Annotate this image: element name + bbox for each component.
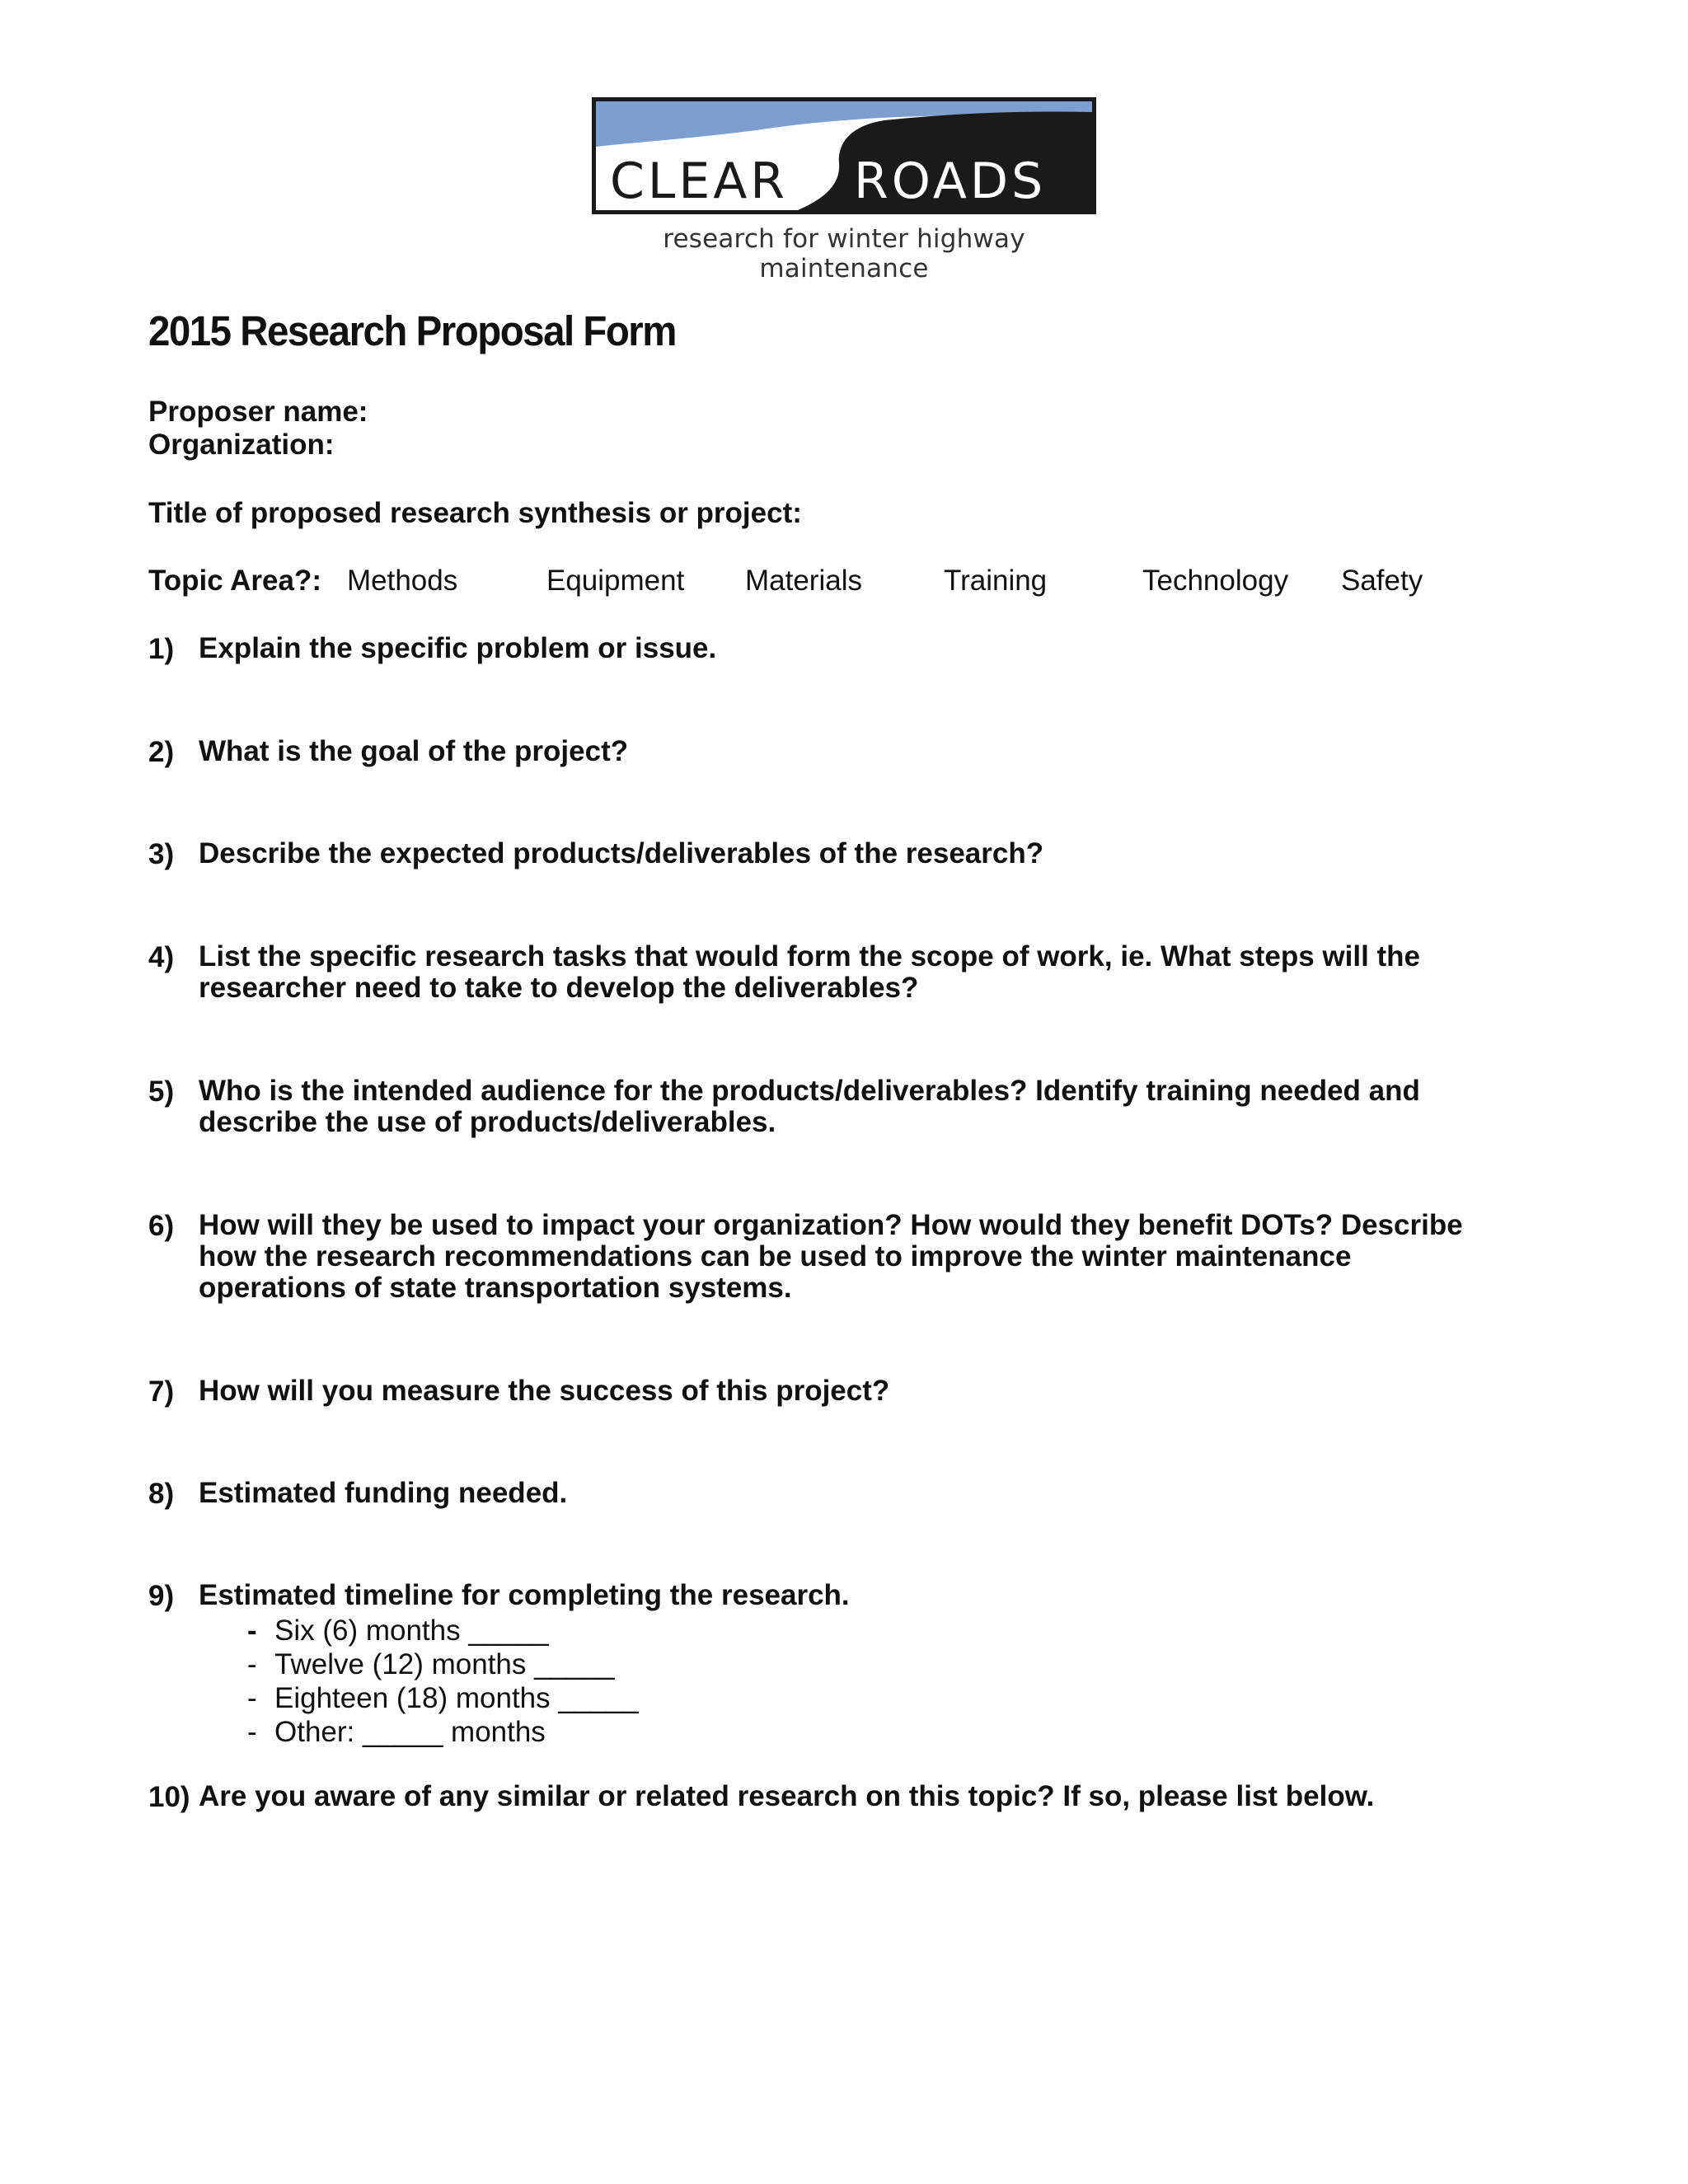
proposer-name-label: Proposer name: (148, 396, 368, 428)
logo-tagline: research for winter highway maintenance (663, 224, 1025, 284)
question-5-text-line-1: Who is the intended audience for the products/deliverables? Identify training needed and (199, 1075, 1420, 1107)
question-6-number: 6) (148, 1210, 175, 1242)
question-10-text: Are you aware of any similar or related research on this topic? If so, please list below. (199, 1780, 1375, 1812)
topic-option-equipment: Equipment (546, 565, 685, 597)
timeline-option-other: Other: _____ months (274, 1716, 546, 1748)
topic-area-label: Topic Area?: (148, 565, 322, 597)
question-4-number: 4) (148, 941, 175, 973)
question-2-number: 2) (148, 736, 175, 768)
organization-label: Organization: (148, 429, 335, 461)
project-title-label: Title of proposed research synthesis or project: (148, 497, 802, 529)
timeline-option-3-dash: - (247, 1682, 257, 1714)
question-8-number: 8) (148, 1478, 175, 1510)
topic-option-materials: Materials (745, 565, 862, 597)
question-5-number: 5) (148, 1076, 175, 1108)
question-7-text: How will you measure the success of this project? (199, 1375, 890, 1407)
question-2-text: What is the goal of the project? (199, 735, 629, 767)
topic-option-training: Training (944, 565, 1048, 597)
question-6-text-line-3: operations of state transportation systems. (199, 1272, 792, 1304)
question-1-text: Explain the specific problem or issue. (199, 632, 717, 664)
question-6-text-line-1: How will they be used to impact your organization? How would they benefit DOTs? Describe (199, 1209, 1463, 1241)
question-1-number: 1) (148, 633, 175, 665)
form-title: 2015 Research Proposal Form (148, 307, 676, 354)
logo-word-clear: CLEAR (610, 152, 788, 210)
question-9-text: Estimated timeline for completing the research. (199, 1579, 850, 1611)
timeline-option-4-dash: - (247, 1716, 257, 1748)
question-8-text: Estimated funding needed. (199, 1477, 568, 1509)
question-7-number: 7) (148, 1376, 175, 1408)
timeline-option-2-dash: - (247, 1648, 257, 1680)
question-10-number: 10) (148, 1781, 190, 1813)
question-6-text-line-2: how the research recommendations can be used to improve the winter maintenance (199, 1240, 1352, 1272)
topic-option-methods: Methods (347, 565, 458, 597)
question-9-number: 9) (148, 1580, 175, 1612)
question-3-text: Describe the expected products/deliverables of the research? (199, 837, 1044, 869)
timeline-option-eighteen-months: Eighteen (18) months _____ (274, 1682, 639, 1714)
logo-word-roads: ROADS (854, 152, 1047, 210)
timeline-option-six-months: Six (6) months _____ (274, 1615, 549, 1647)
topic-option-technology: Technology (1142, 565, 1289, 597)
topic-option-safety: Safety (1341, 565, 1423, 597)
question-3-number: 3) (148, 838, 175, 870)
timeline-option-1-dash: - (247, 1615, 257, 1647)
timeline-option-twelve-months: Twelve (12) months _____ (274, 1648, 615, 1680)
question-4-text-line-2: researcher need to take to develop the deliverables? (199, 972, 919, 1004)
question-4-text-line-1: List the specific research tasks that would form the scope of work, ie. What steps will the (199, 940, 1421, 972)
question-5-text-line-2: describe the use of products/deliverables. (199, 1106, 776, 1138)
clear-roads-logo (592, 97, 1096, 214)
